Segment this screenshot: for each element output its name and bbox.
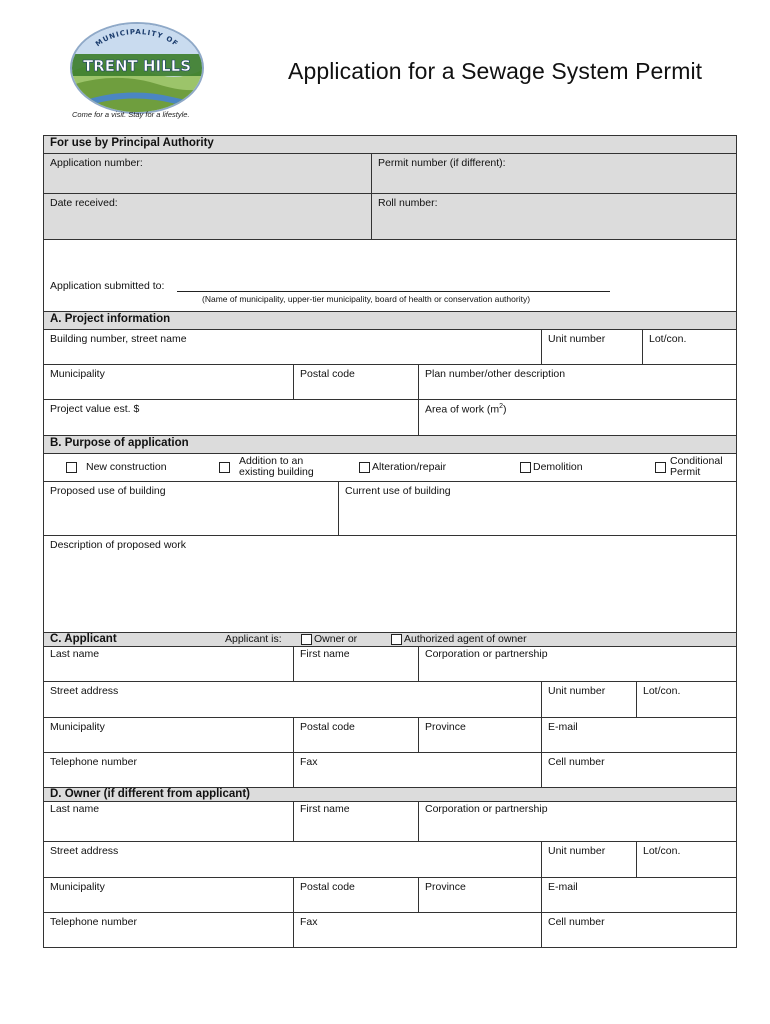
d-lot-con-field[interactable]: Lot/con.: [636, 842, 736, 877]
applicant-is-label: Applicant is:: [225, 633, 282, 645]
a-row-2: [44, 364, 736, 399]
logo-arc-text: MUNICIPALITY OF: [94, 28, 180, 49]
c-row-3: [44, 717, 736, 752]
section-c-heading: C. Applicant: [50, 633, 117, 645]
d-unit-number-field[interactable]: Unit number: [541, 842, 636, 877]
submitted-to-note: (Name of municipality, upper-tier municipality, board of health or conservation authority): [202, 294, 531, 304]
b-description-row: [44, 535, 736, 632]
conditional-permit-checkbox[interactable]: [655, 462, 666, 473]
c-row-1: [44, 646, 736, 681]
permit-form: [43, 135, 737, 948]
date-received-field[interactable]: Date received:: [50, 197, 118, 209]
trent-hills-logo: [62, 18, 212, 118]
postal-code-field[interactable]: Postal code: [293, 365, 418, 399]
d-last-name-field[interactable]: Last name: [50, 803, 100, 815]
d-row-2: [44, 841, 736, 877]
description-field[interactable]: Description of proposed work: [50, 539, 186, 551]
d-street-address-field[interactable]: Street address: [50, 845, 119, 857]
c-row-2: [44, 681, 736, 717]
page-title: Application for a Sewage System Permit: [288, 58, 703, 84]
c-street-address-field[interactable]: Street address: [50, 685, 119, 697]
b-use-row: [44, 481, 736, 535]
permit-number-field[interactable]: Permit number (if different):: [371, 154, 736, 193]
d-row-3: [44, 877, 736, 912]
authority-row-2: [44, 193, 736, 239]
d-province-field[interactable]: Province: [418, 878, 541, 912]
area-of-work-field[interactable]: Area of work $(m^2)$: [418, 400, 736, 435]
section-c-heading-row: [44, 632, 736, 646]
option-authorized-agent[interactable]: Authorized agent of owner: [391, 633, 527, 645]
section-b-heading: B. Purpose of application: [44, 435, 736, 453]
authorized-agent-checkbox[interactable]: [391, 634, 402, 645]
submitted-to-row: [44, 239, 736, 311]
option-alteration[interactable]: Alteration/repair: [359, 461, 446, 473]
tagline: Come for a visit. Stay for a lifestyle.: [72, 110, 190, 119]
c-row-4: [44, 752, 736, 787]
c-municipality-field[interactable]: Municipality: [50, 721, 105, 733]
d-postal-code-field[interactable]: Postal code: [293, 878, 418, 912]
roll-number-field[interactable]: Roll number:: [371, 194, 736, 239]
d-email-field[interactable]: E-mail: [541, 878, 736, 912]
purpose-options-row: [44, 453, 736, 481]
logo-name: TRENT HILLS: [82, 57, 192, 75]
plan-number-field[interactable]: Plan number/other description: [418, 365, 736, 399]
project-value-field[interactable]: Project value est. $: [50, 403, 140, 415]
proposed-use-field[interactable]: Proposed use of building: [50, 485, 166, 497]
new-construction-checkbox[interactable]: [66, 462, 77, 473]
d-first-name-field[interactable]: First name: [293, 802, 418, 841]
owner-checkbox[interactable]: [301, 634, 312, 645]
demolition-checkbox[interactable]: [520, 462, 531, 473]
option-conditional-permit[interactable]: Conditional Permit: [655, 456, 723, 478]
c-postal-code-field[interactable]: Postal code: [293, 718, 418, 752]
c-first-name-field[interactable]: First name: [293, 647, 418, 681]
alteration-checkbox[interactable]: [359, 462, 370, 473]
application-number-field[interactable]: Application number:: [50, 157, 143, 169]
authority-row-1: [44, 153, 736, 193]
option-demolition[interactable]: Demolition: [520, 461, 583, 473]
submitted-to-label: Application submitted to:: [50, 280, 165, 292]
d-cell-field[interactable]: Cell number: [541, 913, 736, 947]
addition-checkbox[interactable]: [219, 462, 230, 473]
c-unit-number-field[interactable]: Unit number: [541, 682, 636, 717]
option-new-construction[interactable]: New construction: [66, 461, 167, 473]
submitted-to-field[interactable]: [50, 280, 730, 310]
c-corporation-field[interactable]: Corporation or partnership: [418, 647, 736, 681]
current-use-field[interactable]: Current use of building: [338, 482, 736, 535]
authority-heading: For use by Principal Authority: [44, 135, 736, 153]
building-street-field[interactable]: Building number, street name: [50, 333, 187, 345]
municipality-field[interactable]: Municipality: [50, 368, 105, 380]
c-province-field[interactable]: Province: [418, 718, 541, 752]
a-row-1: [44, 329, 736, 364]
c-last-name-field[interactable]: Last name: [50, 648, 100, 660]
a-row-3: [44, 399, 736, 435]
d-corporation-field[interactable]: Corporation or partnership: [418, 802, 736, 841]
option-addition[interactable]: Addition to an existing building: [219, 456, 314, 478]
d-row-1: [44, 801, 736, 841]
d-row-4: [44, 912, 736, 947]
c-email-field[interactable]: E-mail: [541, 718, 736, 752]
c-fax-field[interactable]: Fax: [293, 753, 541, 787]
d-telephone-field[interactable]: Telephone number: [50, 916, 137, 928]
option-owner[interactable]: Owner or: [301, 633, 357, 645]
c-lot-con-field[interactable]: Lot/con.: [636, 682, 736, 717]
lot-con-field[interactable]: Lot/con.: [642, 330, 736, 364]
d-fax-field[interactable]: Fax: [293, 913, 541, 947]
unit-number-field[interactable]: Unit number: [541, 330, 642, 364]
section-d-heading: D. Owner (if different from applicant): [44, 787, 736, 801]
c-telephone-field[interactable]: Telephone number: [50, 756, 137, 768]
c-cell-field[interactable]: Cell number: [541, 753, 736, 787]
submitted-to-line: [177, 291, 610, 292]
d-municipality-field[interactable]: Municipality: [50, 881, 105, 893]
section-a-heading: A. Project information: [44, 311, 736, 329]
